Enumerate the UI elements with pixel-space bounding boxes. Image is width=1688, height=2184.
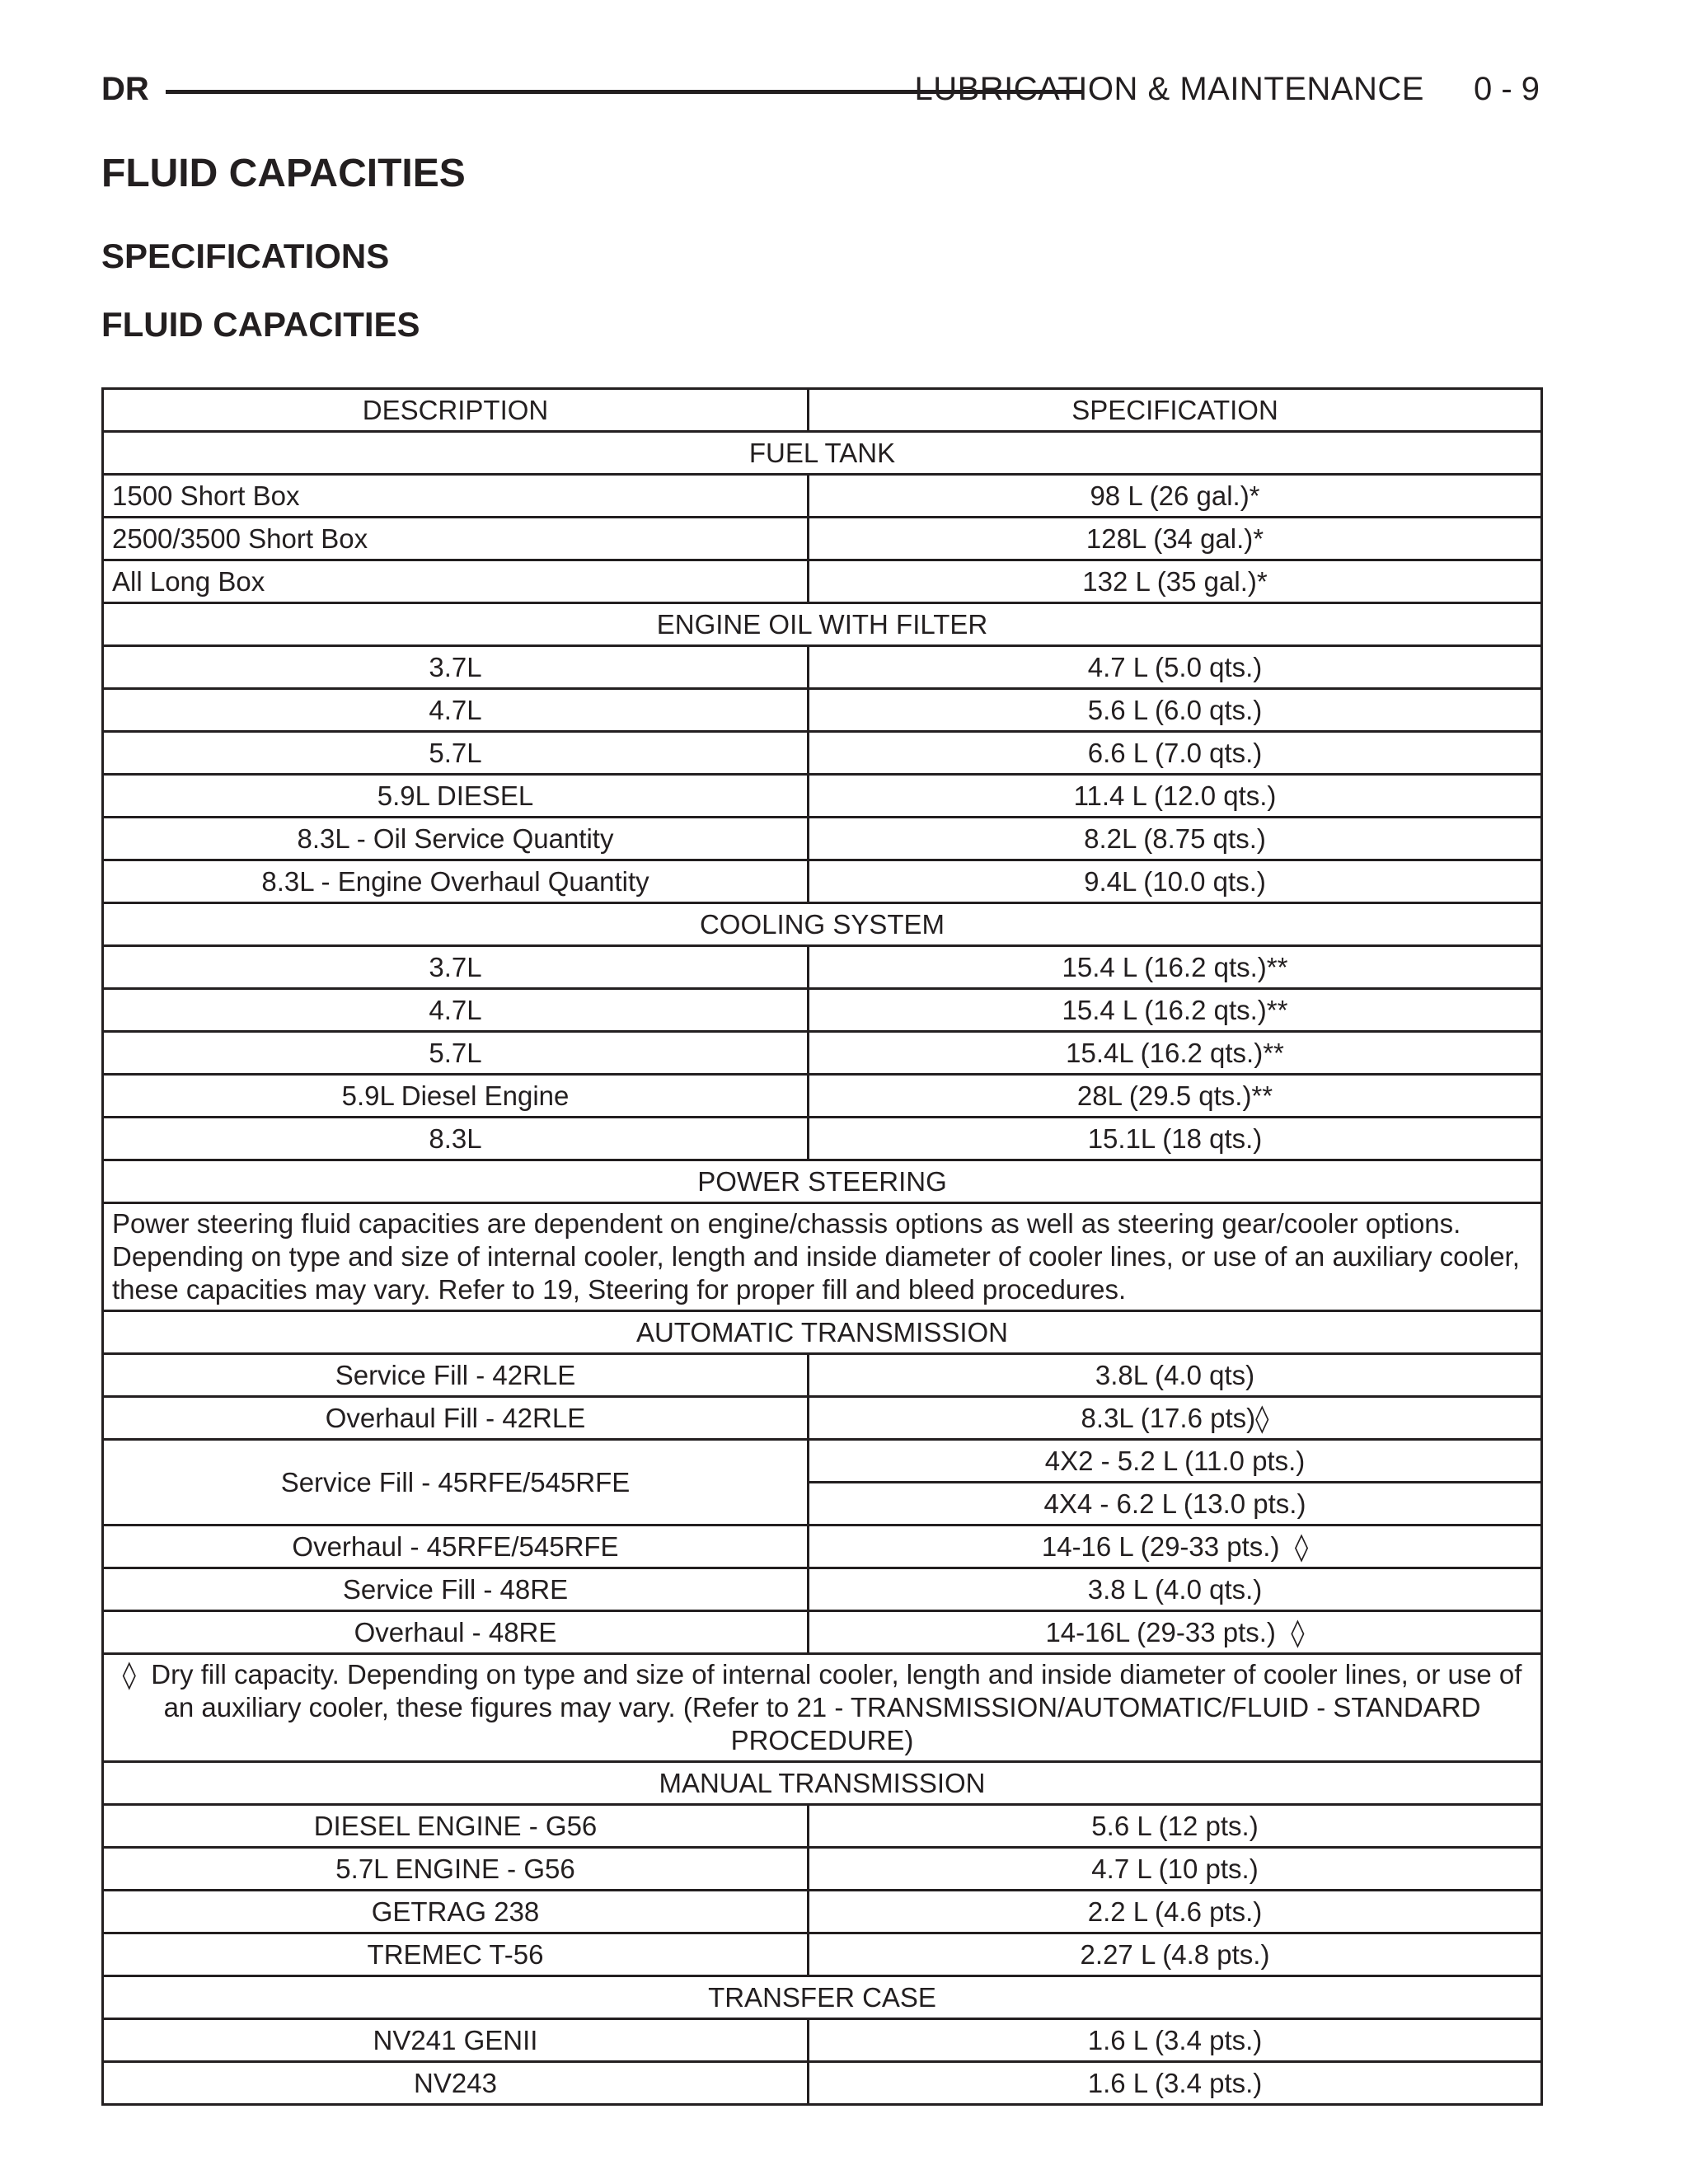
- table-row: [103, 1891, 1542, 1933]
- footnote-text: Dry fill capacity. Depending on type and size of internal cooler, length and inside diameter of cooler lines, or use of an auxiliary cooler, these figures may vary. (Refer to 21 - TRANSMISSION/AUTOMATIC/FLUID - STANDARD PROCEDURE): [151, 1659, 1522, 1755]
- table-row: [103, 1933, 1542, 1976]
- spec-text: 8.3L (17.6 pts): [1081, 1402, 1256, 1433]
- specification-cell: 4X2 - 5.2 L (11.0 pts.): [809, 1440, 1542, 1483]
- description-cell: 3.7L: [103, 646, 809, 689]
- table-row: [103, 1203, 1542, 1311]
- diamond-icon: ◊: [1255, 1401, 1269, 1434]
- table-row: [103, 1354, 1542, 1397]
- description-cell: 8.3L - Engine Overhaul Quantity: [103, 860, 809, 903]
- section-heading-row: [103, 1311, 1542, 1354]
- header-page-number: 0 - 9: [1473, 71, 1540, 107]
- table-row: [103, 2062, 1542, 2105]
- table-row: [103, 732, 1542, 775]
- description-cell: 8.3L - Oil Service Quantity: [103, 818, 809, 860]
- description-cell: 5.7L: [103, 732, 809, 775]
- description-cell: 4.7L: [103, 689, 809, 732]
- table-row: [103, 518, 1542, 560]
- page-header: [101, 64, 1540, 114]
- diamond-icon: ◊: [1291, 1615, 1305, 1648]
- power-steering-note: Power steering fluid capacities are dependent on engine/chassis options as well as steering gear/cooler options. Depending on type and size of internal cooler, length and inside diameter of cooler lines, or use of an auxiliary cooler, these capacities may vary. Refer to 19, Steering for proper fill and bleed procedures.: [103, 1203, 1542, 1311]
- specification-cell: 4.7 L (5.0 qts.): [809, 646, 1542, 689]
- description-cell: Service Fill - 48RE: [103, 1568, 809, 1611]
- description-cell: NV243: [103, 2062, 809, 2105]
- description-cell: 3.7L: [103, 946, 809, 989]
- specification-cell: [809, 1611, 1542, 1654]
- table-row: [103, 1805, 1542, 1848]
- description-cell: Service Fill - 42RLE: [103, 1354, 809, 1397]
- table-header-row: [103, 389, 1542, 432]
- section-heading-row: [103, 1976, 1542, 2019]
- specification-cell: 2.27 L (4.8 pts.): [809, 1933, 1542, 1976]
- specification-cell: 128L (34 gal.)*: [809, 518, 1542, 560]
- spec-text: 14-16 L (29-33 pts.): [1041, 1530, 1280, 1562]
- section-heading-row: [103, 1762, 1542, 1805]
- specification-cell: 15.1L (18 qts.): [809, 1118, 1542, 1160]
- table-row: [103, 860, 1542, 903]
- diamond-icon: ◊: [122, 1658, 136, 1690]
- specification-cell: [809, 1526, 1542, 1568]
- description-cell: All Long Box: [103, 560, 809, 603]
- section-heading: AUTOMATIC TRANSMISSION: [103, 1311, 1542, 1354]
- specification-cell: 11.4 L (12.0 qts.): [809, 775, 1542, 818]
- table-row: [103, 1118, 1542, 1160]
- description-cell: Overhaul - 48RE: [103, 1611, 809, 1654]
- specification-cell: 4.7 L (10 pts.): [809, 1848, 1542, 1891]
- table-row: [103, 1032, 1542, 1075]
- specification-cell: 5.6 L (6.0 qts.): [809, 689, 1542, 732]
- description-cell: 4.7L: [103, 989, 809, 1032]
- section-heading: TRANSFER CASE: [103, 1976, 1542, 2019]
- description-cell: TREMEC T-56: [103, 1933, 809, 1976]
- table-row: [103, 689, 1542, 732]
- description-cell: 5.9L DIESEL: [103, 775, 809, 818]
- table-row: [103, 989, 1542, 1032]
- specification-cell: 5.6 L (12 pts.): [809, 1805, 1542, 1848]
- specification-cell: 8.2L (8.75 qts.): [809, 818, 1542, 860]
- section-heading: ENGINE OIL WITH FILTER: [103, 603, 1542, 646]
- fluid-capacities-table: [101, 387, 1543, 2106]
- specification-cell: 6.6 L (7.0 qts.): [809, 732, 1542, 775]
- table-row: [103, 1440, 1542, 1483]
- table-row: [103, 946, 1542, 989]
- section-subtitle: SPECIFICATIONS: [101, 237, 390, 275]
- section-heading-row: [103, 603, 1542, 646]
- description-cell: Overhaul - 45RFE/545RFE: [103, 1526, 809, 1568]
- table-row: [103, 1848, 1542, 1891]
- section-heading: FUEL TANK: [103, 432, 1542, 475]
- table-row: [103, 1654, 1542, 1762]
- description-cell: Overhaul Fill - 42RLE: [103, 1397, 809, 1440]
- table-row: [103, 775, 1542, 818]
- specification-cell: 3.8L (4.0 qts): [809, 1354, 1542, 1397]
- specification-cell: 15.4L (16.2 qts.)**: [809, 1032, 1542, 1075]
- table-row: [103, 2019, 1542, 2062]
- table-row: [103, 818, 1542, 860]
- section-heading: MANUAL TRANSMISSION: [103, 1762, 1542, 1805]
- table-row: [103, 1568, 1542, 1611]
- header-section: LUBRICATION & MAINTENANCE: [914, 71, 1424, 107]
- description-cell: GETRAG 238: [103, 1891, 809, 1933]
- section-heading-row: [103, 432, 1542, 475]
- spec-text: 14-16L (29-33 pts.): [1045, 1616, 1276, 1647]
- page-title: FLUID CAPACITIES: [101, 152, 466, 195]
- section-heading: COOLING SYSTEM: [103, 903, 1542, 946]
- table-row: [103, 1397, 1542, 1440]
- section-heading-row: [103, 903, 1542, 946]
- table-row: [103, 475, 1542, 518]
- diamond-icon: ◊: [1294, 1530, 1309, 1563]
- specification-cell: 1.6 L (3.4 pts.): [809, 2062, 1542, 2105]
- header-code: DR: [101, 71, 149, 107]
- table-row: [103, 1075, 1542, 1118]
- specification-cell: 3.8 L (4.0 qts.): [809, 1568, 1542, 1611]
- description-cell: 5.9L Diesel Engine: [103, 1075, 809, 1118]
- automatic-transmission-footnote: [103, 1654, 1542, 1762]
- description-cell: NV241 GENII: [103, 2019, 809, 2062]
- specification-cell: 9.4L (10.0 qts.): [809, 860, 1542, 903]
- description-cell: 5.7L ENGINE - G56: [103, 1848, 809, 1891]
- table-row: [103, 1526, 1542, 1568]
- column-header: DESCRIPTION: [103, 389, 809, 432]
- section-heading-row: [103, 1160, 1542, 1203]
- specification-cell: 98 L (26 gal.)*: [809, 475, 1542, 518]
- description-cell: 5.7L: [103, 1032, 809, 1075]
- table-row: [103, 646, 1542, 689]
- header-right: [914, 71, 1540, 108]
- description-cell: 2500/3500 Short Box: [103, 518, 809, 560]
- table-title: FLUID CAPACITIES: [101, 305, 420, 344]
- section-heading: POWER STEERING: [103, 1160, 1542, 1203]
- table-row: [103, 1611, 1542, 1654]
- specification-cell: 2.2 L (4.6 pts.): [809, 1891, 1542, 1933]
- specification-cell: 4X4 - 6.2 L (13.0 pts.): [809, 1483, 1542, 1526]
- table-row: [103, 560, 1542, 603]
- specification-cell: 1.6 L (3.4 pts.): [809, 2019, 1542, 2062]
- description-cell: 8.3L: [103, 1118, 809, 1160]
- description-cell: 1500 Short Box: [103, 475, 809, 518]
- specification-cell: 15.4 L (16.2 qts.)**: [809, 946, 1542, 989]
- specification-cell: 15.4 L (16.2 qts.)**: [809, 989, 1542, 1032]
- specification-cell: [809, 1397, 1542, 1440]
- specification-cell: 28L (29.5 qts.)**: [809, 1075, 1542, 1118]
- column-header: SPECIFICATION: [809, 389, 1542, 432]
- description-cell: DIESEL ENGINE - G56: [103, 1805, 809, 1848]
- description-cell: Service Fill - 45RFE/545RFE: [103, 1440, 809, 1526]
- specification-cell: 132 L (35 gal.)*: [809, 560, 1542, 603]
